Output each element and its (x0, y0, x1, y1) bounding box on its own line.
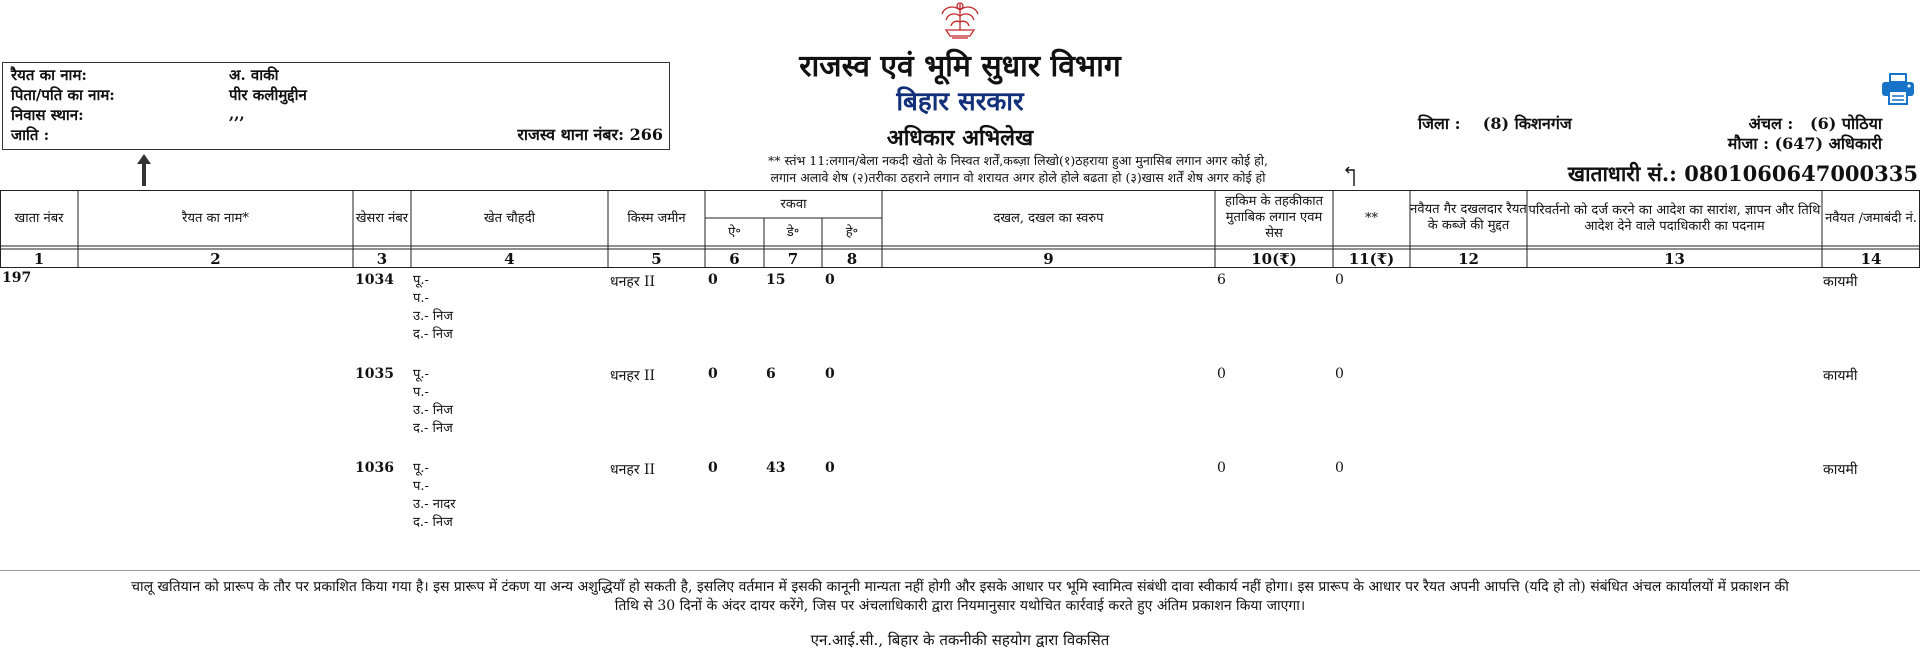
mauza-value: (647) अधिकारी (1774, 134, 1882, 153)
record-title: अधिकार अभिलेख (886, 125, 1034, 151)
header-col11: ** (1365, 211, 1378, 226)
col-number-12: 12 (1458, 250, 1479, 268)
decimal-cell: 43 (766, 460, 786, 476)
col-number-10: 10(₹) (1251, 250, 1297, 268)
mauza-label: मौजा : (1727, 134, 1769, 153)
col-number-11: 11(₹) (1348, 250, 1395, 268)
boundary-east: पू.- (413, 367, 429, 382)
col-number-3: 3 (376, 250, 388, 268)
header-raiyat-name: रैयत का नाम* (182, 211, 249, 226)
up-arrow-icon (134, 152, 154, 188)
nawaiyat-cell: कायमी (1823, 462, 1858, 478)
khesra-cell: 1034 (355, 272, 394, 288)
boundary-south: द.- निज (413, 421, 453, 436)
col-number-13: 13 (1664, 250, 1685, 268)
anchal-label: अंचल : (1748, 114, 1794, 133)
boundary-cell (413, 460, 456, 532)
disclaimer-line-2: तिथि से 30 दिनों के अंदर दायर करेंगे, जिस पर अंचलाधिकारी द्वारा नियमानुसार यथोचित कार्रवाई करते हुए अंतिम प्रकाशन किया जाएगा। (614, 598, 1306, 614)
district-label: जिला : (1418, 114, 1461, 133)
nawaiyat-cell: कायमी (1823, 274, 1858, 290)
hectare-cell: 0 (825, 460, 835, 476)
decimal-cell: 15 (766, 272, 786, 288)
header-duration: नवैयत गैर दखलदार रैयत के कब्जे की मुद्दत (1410, 202, 1527, 233)
boundary-north: उ.- निज (413, 309, 454, 324)
raiyat-name-label: रैयत का नाम: (11, 66, 87, 84)
boundary-east: पू.- (413, 273, 429, 288)
col-number-8: 8 (846, 250, 858, 268)
header-lagan: हाकिम के तहकीकात मुताबिक लगान एवम सेस (1224, 194, 1324, 241)
boundary-cell (413, 272, 453, 344)
father-name-label: पिता/पति का नाम: (11, 86, 115, 104)
boundary-west: प.- (413, 291, 429, 306)
father-name-value: पीर कलीमुद्दीन (229, 86, 307, 104)
footer-divider (0, 570, 1920, 571)
col-number-4: 4 (504, 250, 515, 268)
note-line-1: ** स्तंभ 11:लगान/बेला नकदी खेतो के निस्वत शर्तें,कब्ज़ा लिखो(१)ठहराया हुआ मुनासिब लगान अगर कोई हो, (768, 153, 1268, 168)
mauza-info (1728, 132, 1882, 154)
boundary-east: पू.- (413, 461, 429, 476)
header-land-type: किस्म जमीन (627, 211, 686, 226)
decimal-cell: 6 (766, 366, 776, 382)
header-acre: ऐ॰ (728, 225, 741, 240)
district-info (1418, 112, 1572, 134)
anchal-info (1749, 112, 1882, 134)
department-title: राजस्व एवं भूमि सुधार विभाग (799, 49, 1121, 84)
state-emblem-icon (934, 0, 986, 42)
disclaimer-line-1: चालू खतियान को प्रारूप के तौर पर प्रकाशित किया गया है। इस प्रारूप में टंकण या अन्य अशुद्धियाँ हो सकती है, इसलिए वर्तमान में इसकी कानूनी मान्यता नहीं होगी और इसके आधार पर भूमि स्वामित्व संबंधी दावा स्वीकार्य नहीं होगा। इस प्रारूप के आधार पर रैयत अपनी आपत्ति (यदि हो तो) संबंधित अंचल कार्यालयों में प्रकाशन की (131, 579, 1789, 595)
raiyat-info-box (2, 62, 670, 150)
khesra-cell: 1036 (355, 460, 394, 476)
lagan-cell: 0 (1217, 366, 1226, 382)
disclaimer (8, 578, 1912, 616)
col-number-5: 5 (651, 250, 662, 268)
col11-cell: 0 (1335, 366, 1344, 382)
land-type-cell: धनहर II (610, 462, 656, 478)
header-khata-number: खाता नंबर (14, 211, 64, 226)
hectare-cell: 0 (825, 366, 835, 382)
col-number-14: 14 (1860, 250, 1882, 268)
boundary-cell (413, 366, 453, 438)
lagan-cell: 6 (1217, 272, 1226, 288)
acre-cell: 0 (708, 460, 718, 476)
boundary-west: प.- (413, 479, 429, 494)
anchal-value: (6) पोठिया (1810, 114, 1882, 133)
land-type-cell: धनहर II (610, 368, 656, 384)
nawaiyat-cell: कायमी (1823, 368, 1858, 384)
col11-cell: 0 (1335, 460, 1344, 476)
land-type-cell: धनहर II (610, 274, 656, 290)
col-number-1: 1 (33, 250, 45, 268)
header-khesra-number: खेसरा नंबर (355, 211, 409, 226)
khata-label: खाताधारी सं.: (1567, 161, 1677, 186)
residence-label: निवास स्थान: (11, 106, 84, 124)
khata-number-cell: 197 (2, 270, 32, 286)
header-area: रकवा (780, 197, 807, 212)
note-line-2: लगान अलावे शेष (२)तरीका ठहराने लगान वो शरायत अगर होले होले बढता हो (३)खास शर्तें शेष अगर कोई हो (770, 170, 1266, 185)
col-number-7: 7 (787, 250, 799, 268)
boundary-west: प.- (413, 385, 429, 400)
printer-icon[interactable] (1880, 70, 1916, 106)
lagan-cell: 0 (1217, 460, 1226, 476)
caste-label: जाति : (11, 126, 50, 144)
raiyat-name-value: अ. वाकी (229, 66, 279, 84)
thana-label: राजस्व थाना नंबर: (517, 125, 625, 144)
residence-value: ,,, (229, 105, 245, 123)
header-possession: दखल, दखल का स्वरुप (993, 211, 1104, 226)
column-note (690, 152, 1346, 186)
col-number-9: 9 (1043, 250, 1054, 268)
acre-cell: 0 (708, 366, 718, 382)
khesra-cell: 1035 (355, 366, 394, 382)
boundary-south: द.- निज (413, 327, 453, 342)
khata-holder-number (1568, 160, 1918, 188)
boundary-south: द.- निज (413, 515, 453, 530)
header-order-summary: परिवर्तनो को दर्ज करने का आदेश का सारांश, ज्ञापन और तिथि आदेश देने वाले पदाधिकारी का पदनाम (1528, 203, 1821, 234)
col-number-6: 6 (729, 250, 740, 268)
khata-value: 0801060647000335 (1684, 161, 1918, 186)
header-boundary: खेत चौहदी (484, 211, 535, 226)
acre-cell: 0 (708, 272, 718, 288)
government-subtitle: बिहार सरकार (896, 87, 1024, 117)
thana-value: 266 (629, 125, 663, 144)
boundary-north: उ.- निज (413, 403, 454, 418)
boundary-north: उ.- नादर (413, 497, 456, 512)
hectare-cell: 0 (825, 272, 835, 288)
note-hook-icon (1344, 164, 1360, 188)
header-hectare: हे॰ (845, 225, 859, 240)
district-value: (8) किशनगंज (1482, 114, 1572, 133)
thana-number (517, 123, 663, 145)
col-number-2: 2 (210, 250, 221, 268)
header-decimal: डे॰ (786, 225, 800, 240)
header-nawaiyat: नवैयत /जमाबंदी नं. (1825, 211, 1917, 226)
nic-credit: एन.आई.सी., बिहार के तकनीकी सहयोग द्वारा विकसित (810, 631, 1110, 649)
col11-cell: 0 (1335, 272, 1344, 288)
